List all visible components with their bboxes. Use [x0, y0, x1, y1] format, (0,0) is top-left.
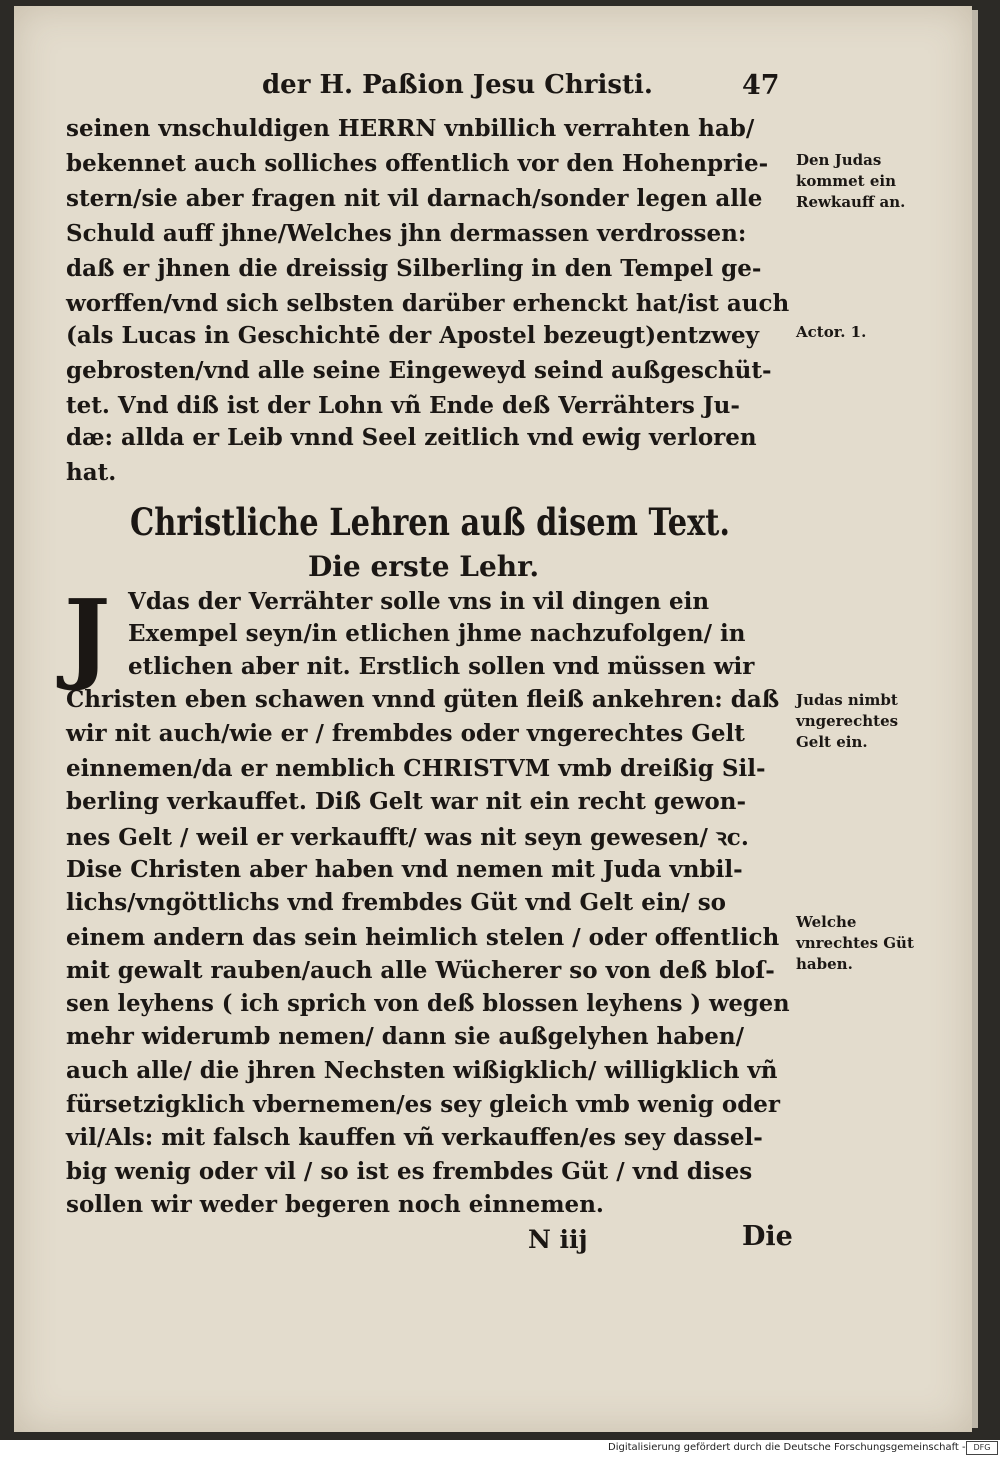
body-line: Vdas der Verrähter solle vns in vil dingen ein — [128, 588, 710, 615]
dfg-logo: DFG — [966, 1441, 998, 1455]
body-line: einnemen/da er nemblich CHRISTVM vmb dreißig Sil- — [66, 755, 766, 782]
body-line: (als Lucas in Geschichtē der Apostel bezeugt)entzwey — [66, 322, 759, 349]
section-heading: Christliche Lehren auß disem Text. — [130, 500, 730, 544]
signature-mark: N iij — [528, 1225, 588, 1254]
body-line: vil/Als: mit falsch kauffen vñ verkauffen/es sey dassel- — [66, 1124, 763, 1151]
page-number: 47 — [742, 70, 780, 101]
body-line: einem andern das sein heimlich stelen / oder offentlich — [66, 924, 780, 951]
body-line: gebrosten/vnd alle seine Eingeweyd seind außgeschüt- — [66, 357, 772, 384]
margin-note: Judas nimbt vngerechtes Gelt ein. — [796, 691, 899, 751]
body-line: big wenig oder vil / so ist es frembdes Güt / vnd dises — [66, 1158, 753, 1185]
body-line: dæ: allda er Leib vnnd Seel zeitlich vnd ewig verloren — [66, 424, 757, 451]
margin-note: Actor. 1. — [796, 323, 867, 341]
body-line: bekennet auch solliches offentlich vor den Hohenprie- — [66, 150, 769, 177]
drop-capital: J — [64, 579, 111, 694]
body-line: worffen/vnd sich selbsten darüber erhenckt hat/ist auch — [66, 290, 790, 317]
body-line: etlichen aber nit. Erstlich sollen vnd müssen wir — [128, 653, 755, 680]
body-line: sollen wir weder begeren noch einnemen. — [66, 1191, 604, 1218]
footer-credit: Digitalisierung gefördert durch die Deutsche Forschungsgemeinschaft - — [608, 1442, 966, 1453]
body-line: stern/sie aber fragen nit vil darnach/sonder legen alle — [66, 185, 763, 212]
running-head: der H. Paßion Jesu Christi. — [262, 70, 653, 100]
body-line: wir nit auch/wie er / frembdes oder vngerechtes Gelt — [66, 720, 745, 747]
body-line: daß er jhnen die dreissig Silberling in den Tempel ge- — [66, 255, 762, 282]
body-line: Exempel seyn/in etlichen jhme nachzufolgen/ in — [128, 620, 746, 647]
body-line: auch alle/ die jhren Nechsten wißigklich/ willigklich vñ — [66, 1057, 778, 1084]
section-subheading: Die erste Lehr. — [308, 550, 540, 583]
body-line: mit gewalt rauben/auch alle Wücherer so von deß bloſ- — [66, 957, 775, 984]
body-line: Dise Christen aber haben vnd nemen mit Juda vnbil- — [66, 856, 743, 883]
body-line: nes Gelt / weil er verkaufft/ was nit seyn gewesen/ ꝛc. — [66, 824, 749, 851]
body-line: berling verkauffet. Diß Gelt war nit ein recht gewon- — [66, 788, 747, 815]
body-line: lichs/vngöttlichs vnd frembdes Güt vnd Gelt ein/ so — [66, 889, 726, 916]
body-line: hat. — [66, 459, 117, 486]
body-line: seinen vnschuldigen HERRN vnbillich verrahten hab/ — [66, 115, 755, 142]
margin-note: Den Judas kommet ein Rewkauff an. — [796, 151, 906, 211]
margin-note: Welche vnrechtes Güt haben. — [796, 913, 914, 973]
body-line: fürsetzigklich vbernemen/es sey gleich vmb wenig oder — [66, 1091, 781, 1118]
body-line: sen leyhens ( ich sprich von deß blossen leyhens ) wegen — [66, 990, 790, 1017]
body-line: mehr widerumb nemen/ dann sie außgelyhen haben/ — [66, 1023, 745, 1050]
body-line: tet. Vnd diß ist der Lohn vñ Ende deß Verrähters Ju- — [66, 392, 740, 419]
body-line: Christen eben schawen vnnd güten fleiß ankehren: daß — [66, 686, 780, 713]
page-edge — [972, 10, 978, 1428]
catchword: Die — [742, 1221, 793, 1252]
body-line: Schuld auff jhne/Welches jhn dermassen verdrossen: — [66, 220, 747, 247]
